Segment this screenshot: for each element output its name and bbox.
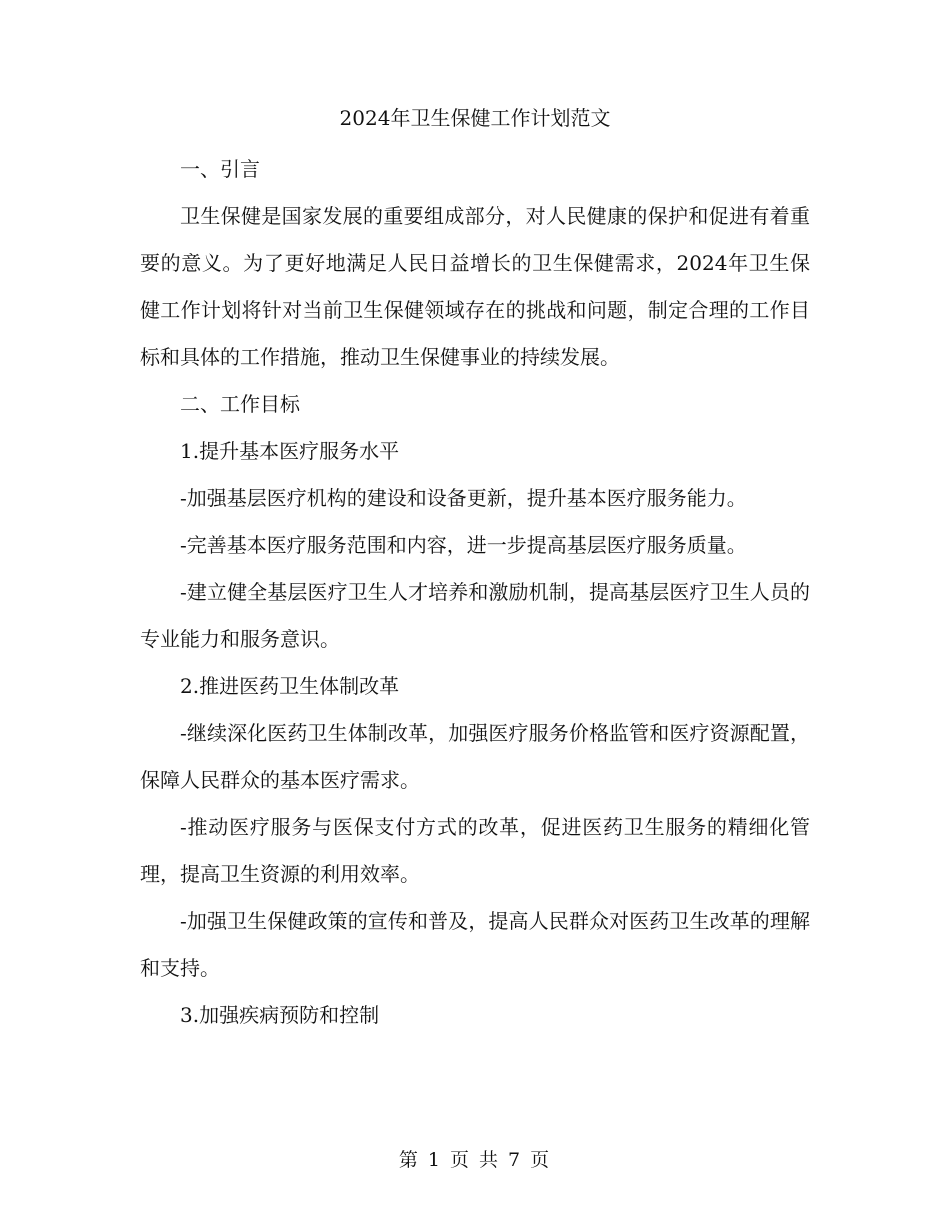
page-footer: 第 1 页 共 7 页 [398, 1149, 552, 1171]
list-item: -推动医疗服务与医保支付方式的改革，促进医药卫生服务的精细化管理，提高卫生资源的利用效率。 [140, 815, 810, 886]
subheading-basic-medical-services: 1.提升基本医疗服务水平 [180, 439, 400, 463]
list-item: -加强卫生保健政策的宣传和普及，提高人民群众对医药卫生改革的理解和支持。 [140, 909, 810, 980]
document-title: 2024年卫生保健工作计划范文 [339, 106, 611, 130]
document-body [140, 146, 810, 1039]
subheading-health-system-reform: 2.推进医药卫生体制改革 [180, 674, 400, 698]
paragraph-introduction: 卫生保健是国家发展的重要组成部分，对人民健康的保护和促进有着重要的意义。为了更好地满足人民日益增长的卫生保健需求，2024年卫生保健工作计划将针对当前卫生保健领域存在的挑战和问题，制定合理的工作目标和具体的工作措施，推动卫生保健事业的持续发展。 [140, 204, 810, 369]
section-heading-introduction: 一、引言 [180, 157, 260, 181]
list-item: -继续深化医药卫生体制改革，加强医疗服务价格监管和医疗资源配置，保障人民群众的基本医疗需求。 [140, 721, 810, 792]
list-item: -建立健全基层医疗卫生人才培养和激励机制，提高基层医疗卫生人员的专业能力和服务意识。 [140, 580, 810, 651]
section-heading-goals: 二、工作目标 [180, 392, 300, 416]
subheading-disease-prevention: 3.加强疾病预防和控制 [180, 1003, 380, 1027]
list-item: -完善基本医疗服务范围和内容，进一步提高基层医疗服务质量。 [180, 533, 747, 557]
list-item: -加强基层医疗机构的建设和设备更新，提升基本医疗服务能力。 [180, 486, 747, 510]
